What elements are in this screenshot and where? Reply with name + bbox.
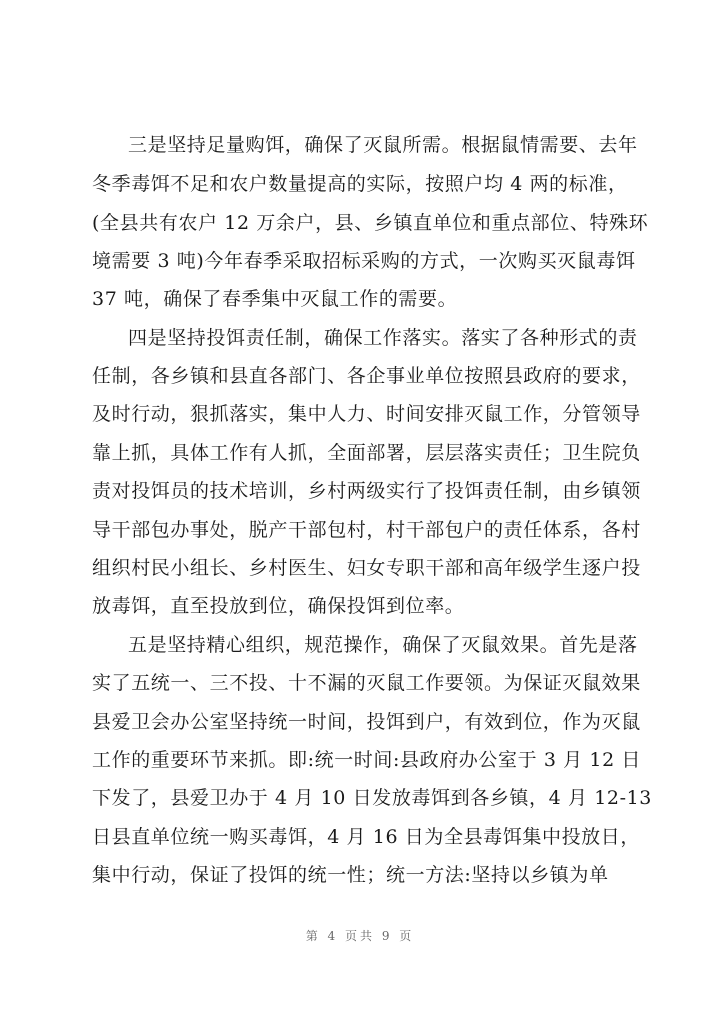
paragraph-2-line-7: 组织村民小组长、乡村医生、妇女专职干部和高年级学生逐户投 — [92, 557, 641, 579]
paragraph-1-line-3: (全县共有农户 12 万余户，县、乡镇直单位和重点部位、特殊环 — [92, 212, 649, 234]
paragraph-2-line-2: 任制，各乡镇和县直各部门、各企事业单位按照县政府的要求， — [92, 365, 641, 387]
paragraph-1-line-4: 境需要 3 吨)今年春季采取招标采购的方式，一次购买灭鼠毒饵 — [92, 250, 636, 272]
paragraph-2-line-3: 及时行动，狠抓落实，集中人力、时间安排灭鼠工作，分管领导 — [92, 403, 641, 425]
paragraph-2-line-6: 导干部包办事处，脱产干部包村，村干部包户的责任体系，各村 — [92, 519, 641, 541]
paragraph-3-line-5: 下发了，县爱卫办于 4 月 10 日发放毒饵到各乡镇，4 月 12-13 — [92, 787, 652, 809]
paragraph-2-line-5: 责对投饵员的技术培训，乡村两级实行了投饵责任制，由乡镇领 — [92, 480, 641, 502]
paragraph-3-line-4: 工作的重要环节来抓。即:统一时间:县政府办公室于 3 月 12 日 — [92, 749, 642, 771]
paragraph-2-line-4: 靠上抓，具体工作有人抓，全面部署，层层落实责任；卫生院负 — [92, 442, 641, 464]
paragraph-2-line-1: 四是坚持投饵责任制，确保工作落实。落实了各种形式的责 — [128, 327, 638, 349]
paragraph-2-line-8: 放毒饵，直至投放到位，确保投饵到位率。 — [92, 595, 465, 617]
paragraph-3-line-1: 五是坚持精心组织，规范操作，确保了灭鼠效果。首先是落 — [128, 634, 638, 656]
paragraph-3-line-3: 县爱卫会办公室坚持统一时间，投饵到户，有效到位，作为灭鼠 — [92, 711, 641, 733]
paragraph-3-line-6: 日县直单位统一购买毒饵，4 月 16 日为全县毒饵集中投放日， — [92, 826, 640, 848]
paragraph-3-line-7: 集中行动，保证了投饵的统一性；统一方法:坚持以乡镇为单 — [92, 864, 609, 886]
paragraph-1-line-1: 三是坚持足量购饵，确保了灭鼠所需。根据鼠情需要、去年 — [128, 134, 638, 156]
paragraph-1-line-5: 37 吨，确保了春季集中灭鼠工作的需要。 — [92, 288, 458, 310]
page-number-footer: 第 4 页共 9 页 — [305, 929, 415, 943]
paragraph-1-line-2: 冬季毒饵不足和农户数量提高的实际，按照户均 4 两的标准， — [92, 173, 628, 195]
paragraph-3-line-2: 实了五统一、三不投、十不漏的灭鼠工作要领。为保证灭鼠效果 — [92, 672, 641, 694]
